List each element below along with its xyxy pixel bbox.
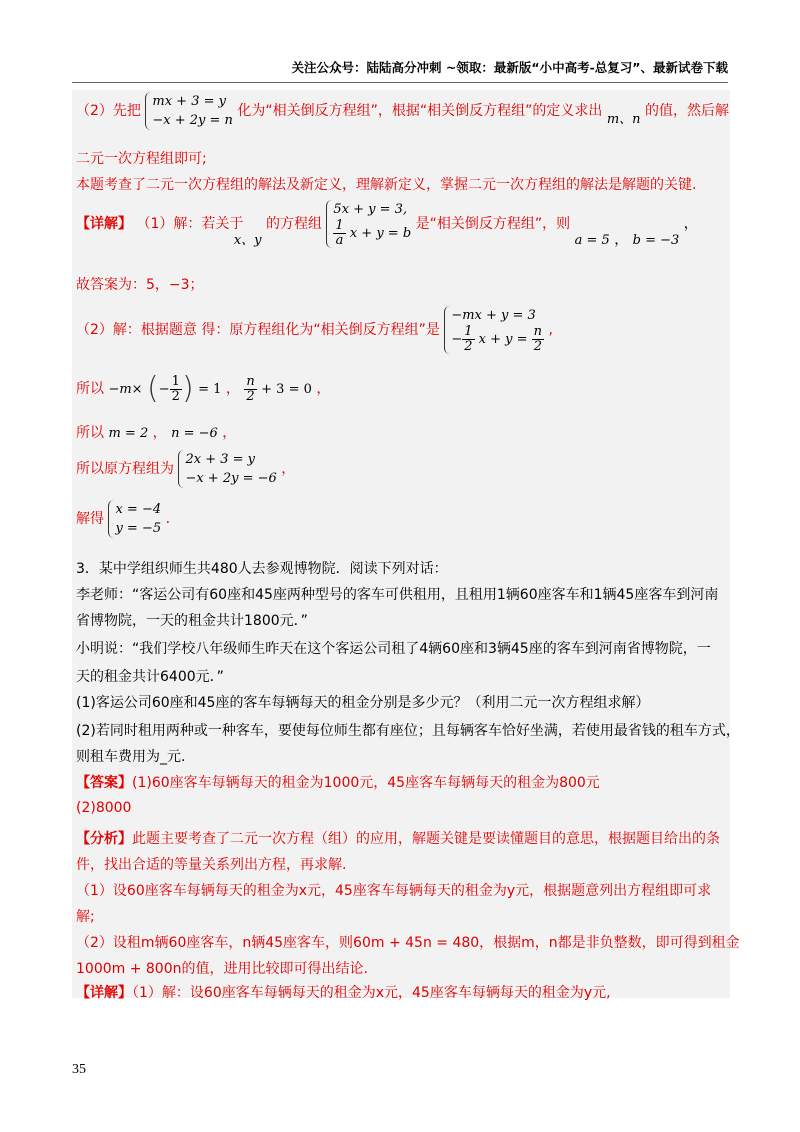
part2-mid: 化为“相关倒反方程组”，根据“相关倒反方程组”的定义求出	[237, 103, 603, 119]
analysis-line4: 解;	[76, 909, 95, 925]
problem3-line4: 小明说：“我们学校八年级师生昨天在这个客运公司租了4辆60座和3辆45座的客车到河南省博物院，一	[76, 641, 711, 657]
answer3-text1: (1)60座客车每辆每天的租金为1000元，45座客车每辆每天的租金为800元	[132, 775, 600, 791]
so2-prefix: 所以	[76, 425, 104, 441]
so1-sep: ，	[225, 381, 240, 397]
detail2-eq1: −mx + y = 3	[451, 308, 536, 323]
detail1-a-value: a = 5	[574, 233, 610, 248]
detail1-eq2	[333, 219, 411, 248]
detail2-so3	[76, 450, 295, 488]
answer3-detail-text: （1）解：设60座客车每辆每天的租金为x元，45座客车每辆每天的租金为y元,	[132, 985, 611, 1001]
detail1-answer: 故答案为：5，−3；	[76, 277, 204, 293]
analysis-line2: 件，找出合适的等量关系列出方程，再求解.	[76, 857, 347, 873]
right-paren: )	[181, 371, 194, 406]
so1-frac-num: n	[246, 373, 255, 389]
problem3-line5: 天的租金共计6400元．”	[76, 669, 224, 685]
detail1-tag: 【详解】	[76, 216, 132, 232]
detail1-b-value: b = −3	[632, 233, 680, 248]
detail1-system	[326, 200, 411, 248]
detail2-eq2-den: 2	[464, 339, 473, 354]
so2-n: n = −6	[171, 426, 218, 441]
problem3-line3: 省博物院，一天的租金共计1800元．”	[76, 613, 308, 629]
so2-m: m = 2	[108, 426, 149, 441]
detail2-eq2: − $\frac{1}{2}$ x + y = $\frac{n}{2}$	[451, 324, 543, 354]
page-number: 35	[72, 1062, 86, 1077]
analysis-line6: 1000m + 800n的值，进用比较即可得出结论.	[76, 961, 368, 977]
problem3-line2: 李老师：“客运公司有60座和45座两种型号的客车可供租用，且租用1辆60座客车和1辆45座客车到河南	[76, 587, 719, 603]
detail2-tail: ,	[548, 322, 553, 338]
solve-end: .	[165, 511, 171, 527]
answer3-detail-tag: 【详解】	[76, 985, 132, 1001]
detail2-eq2-rnum: n	[533, 324, 543, 339]
so3-system	[178, 450, 276, 488]
left-paren: (	[147, 371, 159, 406]
detail2-solve	[76, 500, 170, 538]
detail1-text2: 的方程组	[265, 216, 322, 232]
solve-prefix: 解得	[76, 511, 104, 527]
part2-summary: 本题考查了二元一次方程组的解法及新定义，理解新定义，掌握二元一次方程组的解法是解题的关键.	[76, 177, 697, 193]
detail2-line	[76, 306, 553, 354]
part2-eq1: mx + 3 = y	[152, 94, 226, 109]
so3-end: ，	[281, 461, 296, 477]
answer3-line1	[76, 772, 600, 792]
detail1-line	[76, 200, 698, 248]
part2-system	[145, 92, 233, 130]
so2-sep: ，	[152, 425, 167, 441]
part2-vars: m、n	[606, 112, 641, 127]
answer3-tag: 【答案】	[76, 775, 132, 791]
detail1-eq1: 5x + y = 3,	[333, 202, 408, 217]
detail1-eq2-rest: x + y = b	[349, 226, 412, 241]
answer3-line2: (2)8000	[76, 800, 132, 816]
analysis-line3: （1）设60座客车每辆每天的租金为x元，45座客车每辆每天的租金为y元，根据题意列出方程组即可求	[76, 883, 712, 899]
page-header: 关注公众号：陆陆高分冲刺 ~领取：最新版“小中高考-总复习”、最新试卷下载	[291, 60, 728, 75]
so1-prefix: 所以	[76, 381, 104, 397]
so1-den: 2	[171, 388, 180, 404]
so3-eq1: 2x + 3 = y	[185, 452, 255, 467]
problem3-line1: 3．某中学组织师生共480人去参观博物院．阅读下列对话：	[76, 561, 448, 577]
detail1-text3: 是“相关倒反方程组”，则	[415, 216, 571, 232]
so1-a: −m×	[108, 382, 143, 397]
so1-end: ，	[316, 381, 331, 397]
detail2-eq2-rden: 2	[533, 339, 542, 354]
part2-suffix: 的值，然后解	[644, 103, 729, 119]
detail1-vars: x、y	[233, 233, 262, 248]
detail2-eq2-mid: x + y =	[478, 332, 528, 347]
analysis-text1: 此题主要考查了二元一次方程（组）的应用，解题关键是要读懂题目的意思，根据题目给出的条	[132, 831, 720, 847]
detail1-eq2-num: 1	[335, 218, 344, 233]
detail2-text: （2）解：根据题意 得：原方程组化为“相关倒反方程组”是	[76, 322, 440, 338]
problem3-line8: 则租车费用为_元.	[76, 749, 186, 765]
part2-prefix: （2）先把	[76, 103, 141, 119]
part2-analysis-line	[76, 92, 729, 130]
detail2-eq2-num: 1	[464, 324, 473, 339]
detail2-so2	[76, 422, 236, 442]
solve-eq1: x = −4	[115, 502, 162, 517]
so3-prefix: 所以原方程组为	[76, 461, 174, 477]
analysis-tag: 【分析】	[76, 831, 132, 847]
detail1-eq2-den: a	[335, 233, 344, 248]
analysis-line1	[76, 828, 720, 848]
detail2-system	[444, 306, 544, 354]
so1-frac-den: 2	[246, 388, 255, 404]
detail2-so1: 所以 −m× (− $\frac{1}{2}$ ) = 1 ， $\frac{n}{2}$ + 3 = 0 ，	[76, 371, 331, 406]
solve-eq2: y = −5	[115, 521, 162, 536]
so2-end: ，	[222, 425, 237, 441]
detail1-text1: （1）解：若关于	[136, 216, 244, 232]
so1-c: + 3 = 0	[261, 382, 312, 397]
problem3-line7: (2)若同时租用两种或一种客车，要使每位师生都有座位；且每辆客车恰好坐满，若使用最省钱的租车方式，	[76, 723, 740, 739]
part2-eq2: −x + 2y = n	[152, 113, 233, 128]
part2-line2: 二元一次方程组即可;	[76, 151, 207, 167]
solve-system	[108, 500, 161, 538]
so3-eq2: −x + 2y = −6	[185, 471, 277, 486]
answer3-detail	[76, 982, 611, 1002]
detail1-comma2: ，	[683, 216, 698, 232]
document-body	[72, 90, 740, 1001]
so1-num: 1	[171, 373, 180, 389]
header-divider	[72, 82, 728, 83]
detail1-comma1: ，	[614, 232, 629, 248]
problem3-line6: (1)客运公司60座和45座的客车每辆每天的租金分别是多少元？（利用二元一次方程组求解）	[76, 695, 650, 711]
analysis-line5: （2）设租m辆60座客车，n辆45座客车，则60m + 45n = 480，根据m，n都是非负整数，即可得到租金	[76, 935, 740, 951]
so1-b: = 1	[198, 382, 222, 397]
